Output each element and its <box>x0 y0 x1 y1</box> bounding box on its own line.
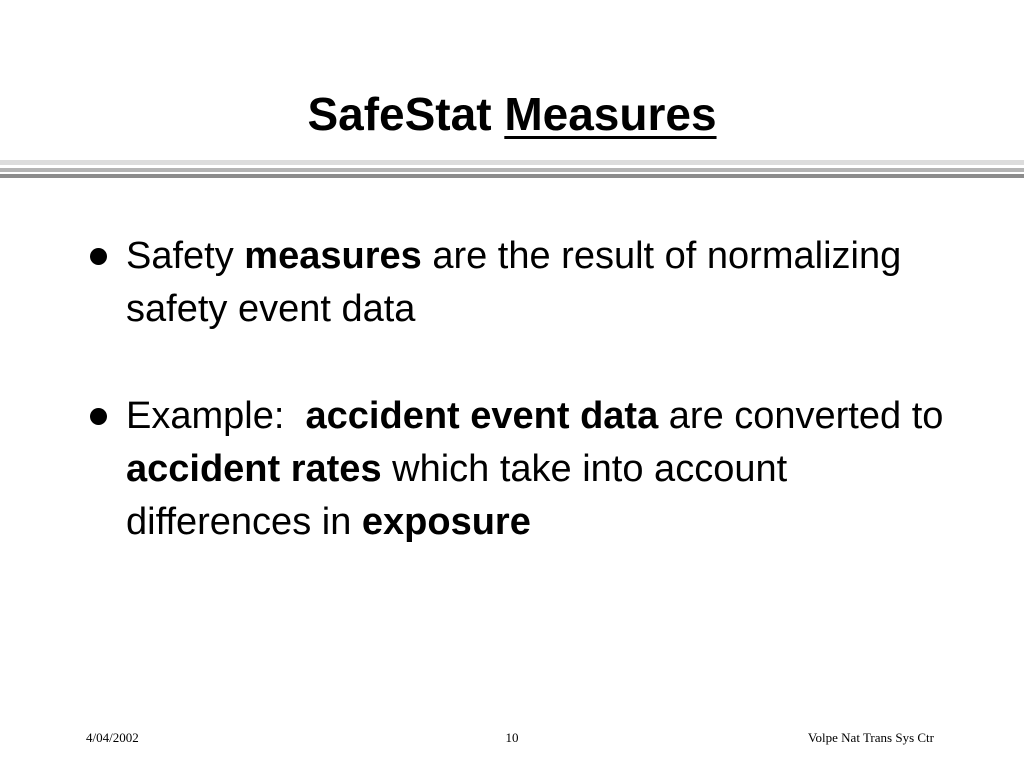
divider-stripe-bottom <box>0 174 1024 178</box>
slide-title <box>0 88 1024 141</box>
bullet-bold-term: accident rates <box>126 448 382 490</box>
title-plain: SafeStat <box>307 88 492 140</box>
bullet-dot-icon <box>90 248 107 265</box>
bullet-text: Example: <box>126 395 306 437</box>
bullet-bold-term: measures <box>244 235 422 277</box>
bullet-text: are the result of normalizing safety event data <box>126 235 902 330</box>
title-underlined: Measures <box>504 88 717 140</box>
bullet-list <box>86 230 966 603</box>
bullet-bold-term: exposure <box>361 501 531 543</box>
bullet-item-example <box>86 390 966 549</box>
bullet-dot-icon <box>90 408 107 425</box>
bullet-text: are converted to <box>658 395 944 437</box>
divider-stripe-top <box>0 160 1024 165</box>
footer-page-number: 10 <box>505 730 519 745</box>
divider-stripe-middle <box>0 168 1024 172</box>
title-divider <box>0 160 1024 180</box>
footer-date: 4/04/2002 <box>86 730 139 745</box>
bullet-text: which take into account differences in <box>126 448 788 543</box>
bullet-item-measures <box>86 230 966 336</box>
bullet-text: Safety <box>126 235 245 277</box>
bullet-bold-term: accident event data <box>305 395 659 437</box>
footer-organization: Volpe Nat Trans Sys Ctr <box>807 730 934 745</box>
